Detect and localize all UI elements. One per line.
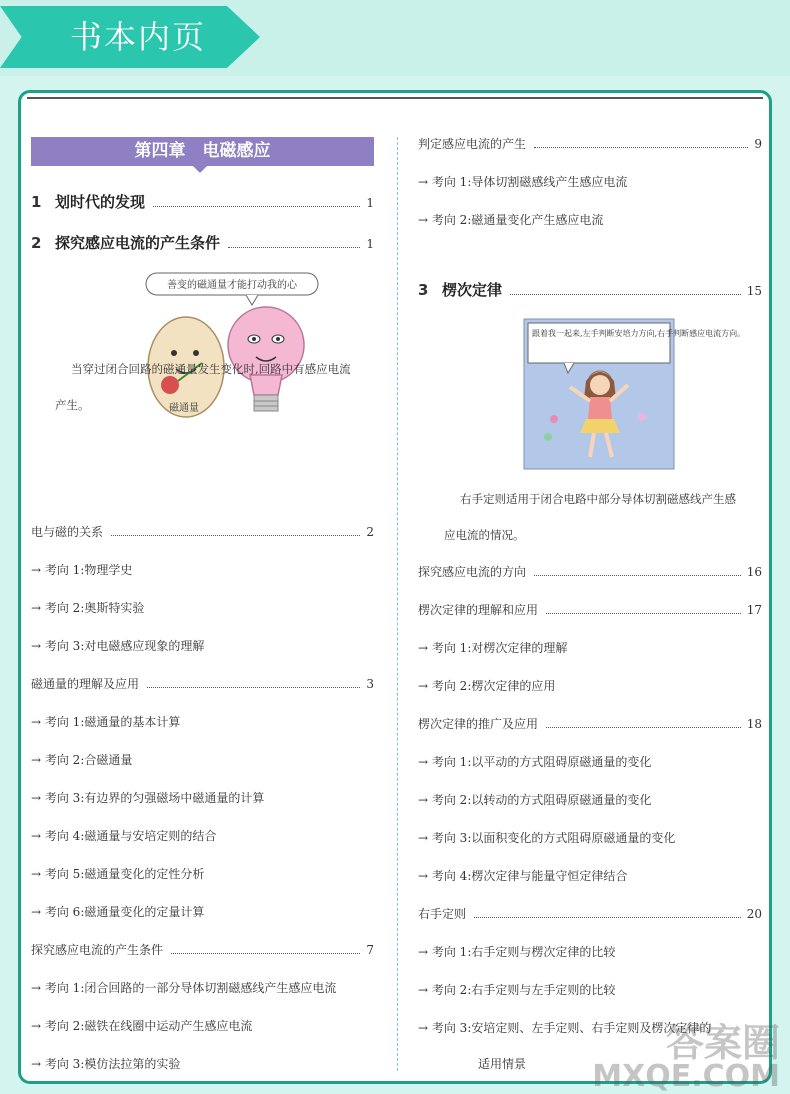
subitem-label: → 考向 1:对楞次定律的理解 bbox=[418, 641, 568, 655]
topic-title: 判定感应电流的产生 bbox=[418, 137, 527, 151]
bubble-text: 跟着我一起来,左手判断安培力方向,右手判断感应电流方向。 bbox=[532, 329, 746, 338]
toc-section-2[interactable] bbox=[31, 232, 374, 253]
toc-subitem[interactable] bbox=[31, 599, 374, 616]
subitem-label: → 考向 3:安培定则、左手定则、右手定则及楞次定律的 bbox=[418, 1021, 712, 1035]
toc-subitem[interactable] bbox=[418, 981, 762, 998]
subitem-label: 适用情景 bbox=[478, 1057, 527, 1071]
summary-text-cont: 产生。 bbox=[55, 398, 90, 412]
watermark-url: MXQE.COM bbox=[592, 1059, 780, 1094]
subitem-label: → 考向 2:以转动的方式阻碍原磁通量的变化 bbox=[418, 793, 652, 807]
chapter-title: 第四章 电磁感应 bbox=[31, 137, 374, 166]
topic-title: 楞次定律的推广及应用 bbox=[418, 717, 539, 731]
toc-topic[interactable] bbox=[418, 715, 762, 732]
subitem-label: → 考向 3:以面积变化的方式阻碍原磁通量的变化 bbox=[418, 831, 676, 845]
banner-title: 书本内页 bbox=[70, 18, 207, 56]
dot-leader bbox=[546, 613, 741, 614]
toc-topic[interactable] bbox=[31, 941, 374, 958]
subitem-label: → 考向 1:物理学史 bbox=[31, 563, 133, 577]
page-number: 7 bbox=[366, 943, 374, 957]
toc-topic[interactable] bbox=[31, 675, 374, 692]
subitem-label: → 考向 2:磁通量变化产生感应电流 bbox=[418, 213, 604, 227]
site-watermark bbox=[592, 1021, 780, 1094]
magnetic-flux-illustration bbox=[126, 271, 326, 425]
toc-subitem[interactable] bbox=[31, 789, 374, 806]
page-top-rule bbox=[27, 97, 763, 99]
dot-leader bbox=[546, 727, 741, 728]
page-number: 1 bbox=[366, 196, 374, 210]
toc-section-1[interactable] bbox=[31, 191, 374, 212]
toc-subitem[interactable] bbox=[31, 713, 374, 730]
subitem-label: → 考向 4:磁通量与安培定则的结合 bbox=[31, 829, 217, 843]
summary-text: 当穿过闭合回路的磁通量发生变化时,回路中有感应电流 bbox=[71, 362, 351, 376]
book-page bbox=[18, 90, 772, 1084]
subitem-label: → 考向 2:磁铁在线圈中运动产生感应电流 bbox=[31, 1019, 253, 1033]
subitem-label: → 考向 2:合磁通量 bbox=[31, 753, 133, 767]
page-number: 20 bbox=[746, 907, 762, 921]
toc-topic[interactable] bbox=[418, 563, 762, 580]
topic-title: 电与磁的关系 bbox=[31, 525, 104, 539]
dot-leader bbox=[534, 575, 741, 576]
toc-topic[interactable] bbox=[31, 523, 374, 540]
subitem-label: → 考向 4:楞次定律与能量守恒定律结合 bbox=[418, 869, 628, 883]
toc-subitem[interactable] bbox=[31, 979, 374, 996]
section-title: 划时代的发现 bbox=[55, 193, 146, 211]
summary-text-cont: 应电流的情况。 bbox=[444, 528, 525, 542]
topic-title: 探究感应电流的产生条件 bbox=[31, 943, 164, 957]
page-number: 9 bbox=[754, 137, 762, 151]
dot-leader bbox=[111, 535, 360, 536]
subitem-label: → 考向 2:右手定则与左手定则的比较 bbox=[418, 983, 616, 997]
section-title: 探究感应电流的产生条件 bbox=[55, 234, 221, 252]
subitem-label: → 考向 1:以平动的方式阻碍原磁通量的变化 bbox=[418, 755, 652, 769]
toc-subitem[interactable] bbox=[418, 943, 762, 960]
toc-subitem[interactable] bbox=[418, 753, 762, 770]
toc-subitem[interactable] bbox=[418, 211, 762, 228]
toc-subitem[interactable] bbox=[418, 639, 762, 656]
toc-topic[interactable] bbox=[418, 135, 762, 152]
subitem-label: → 考向 1:右手定则与楞次定律的比较 bbox=[418, 945, 616, 959]
section-title: 楞次定律 bbox=[442, 281, 503, 299]
dot-leader bbox=[153, 206, 360, 207]
page-number: 2 bbox=[366, 525, 374, 539]
page-number: 18 bbox=[746, 717, 762, 731]
toc-subitem[interactable] bbox=[31, 561, 374, 578]
bubble-text: 善变的磁通量才能打动我的心 bbox=[167, 280, 297, 291]
subitem-label: → 考向 1:闭合回路的一部分导体切割磁感线产生感应电流 bbox=[31, 981, 337, 995]
subitem-label: → 考向 1:导体切割磁感线产生感应电流 bbox=[418, 175, 628, 189]
summary-text: 右手定则适用于闭合电路中部分导体切割磁感线产生感 bbox=[460, 492, 736, 506]
top-banner bbox=[0, 0, 790, 76]
topic-title: 右手定则 bbox=[418, 907, 467, 921]
topic-title: 探究感应电流的方向 bbox=[418, 565, 527, 579]
page-number: 1 bbox=[366, 237, 374, 251]
dot-leader bbox=[147, 687, 360, 688]
dot-leader bbox=[171, 953, 360, 954]
subitem-label: → 考向 6:磁通量变化的定量计算 bbox=[31, 905, 205, 919]
toc-subitem[interactable] bbox=[31, 637, 374, 654]
topic-title: 磁通量的理解及应用 bbox=[31, 677, 140, 691]
toc-subitem[interactable] bbox=[418, 173, 762, 190]
section-number: 3 bbox=[418, 281, 429, 299]
girl-illustration bbox=[524, 319, 746, 469]
toc-subitem[interactable] bbox=[31, 865, 374, 882]
dot-leader bbox=[228, 247, 360, 248]
section-number: 2 bbox=[31, 234, 42, 252]
dot-leader bbox=[474, 917, 741, 918]
subitem-label: → 考向 1:磁通量的基本计算 bbox=[31, 715, 181, 729]
subitem-label: → 考向 2:奥斯特实验 bbox=[31, 601, 145, 615]
toc-subitem[interactable] bbox=[418, 677, 762, 694]
dot-leader bbox=[534, 147, 748, 148]
topic-title: 楞次定律的理解和应用 bbox=[418, 603, 539, 617]
subitem-label: → 考向 3:有边界的匀强磁场中磁通量的计算 bbox=[31, 791, 265, 805]
page-number: 17 bbox=[746, 603, 762, 617]
page-number: 15 bbox=[746, 284, 762, 298]
toc-topic[interactable] bbox=[418, 601, 762, 618]
page-number: 16 bbox=[746, 565, 762, 579]
toc-subitem[interactable] bbox=[31, 903, 374, 920]
toc-subitem[interactable] bbox=[418, 867, 762, 884]
potato-label: 磁通量 bbox=[169, 403, 199, 414]
subitem-label: → 考向 3:对电磁感应现象的理解 bbox=[31, 639, 205, 653]
page-number: 3 bbox=[366, 677, 374, 691]
toc-subitem[interactable] bbox=[418, 791, 762, 808]
watermark-logo-text: 答案圈 bbox=[665, 1021, 780, 1065]
toc-subitem[interactable] bbox=[31, 1017, 374, 1034]
section-number: 1 bbox=[31, 193, 42, 211]
subitem-label: → 考向 2:楞次定律的应用 bbox=[418, 679, 556, 693]
column-divider bbox=[397, 137, 398, 1071]
toc-topic[interactable] bbox=[418, 905, 762, 922]
toc-subitem[interactable] bbox=[31, 1055, 374, 1072]
toc-section-3[interactable] bbox=[418, 279, 762, 300]
subitem-label: → 考向 5:磁通量变化的定性分析 bbox=[31, 867, 205, 881]
dot-leader bbox=[510, 294, 741, 295]
toc-subitem[interactable] bbox=[31, 751, 374, 768]
subitem-label: → 考向 3:模仿法拉第的实验 bbox=[31, 1057, 181, 1071]
toc-subitem[interactable] bbox=[418, 829, 762, 846]
toc-subitem[interactable] bbox=[31, 827, 374, 844]
